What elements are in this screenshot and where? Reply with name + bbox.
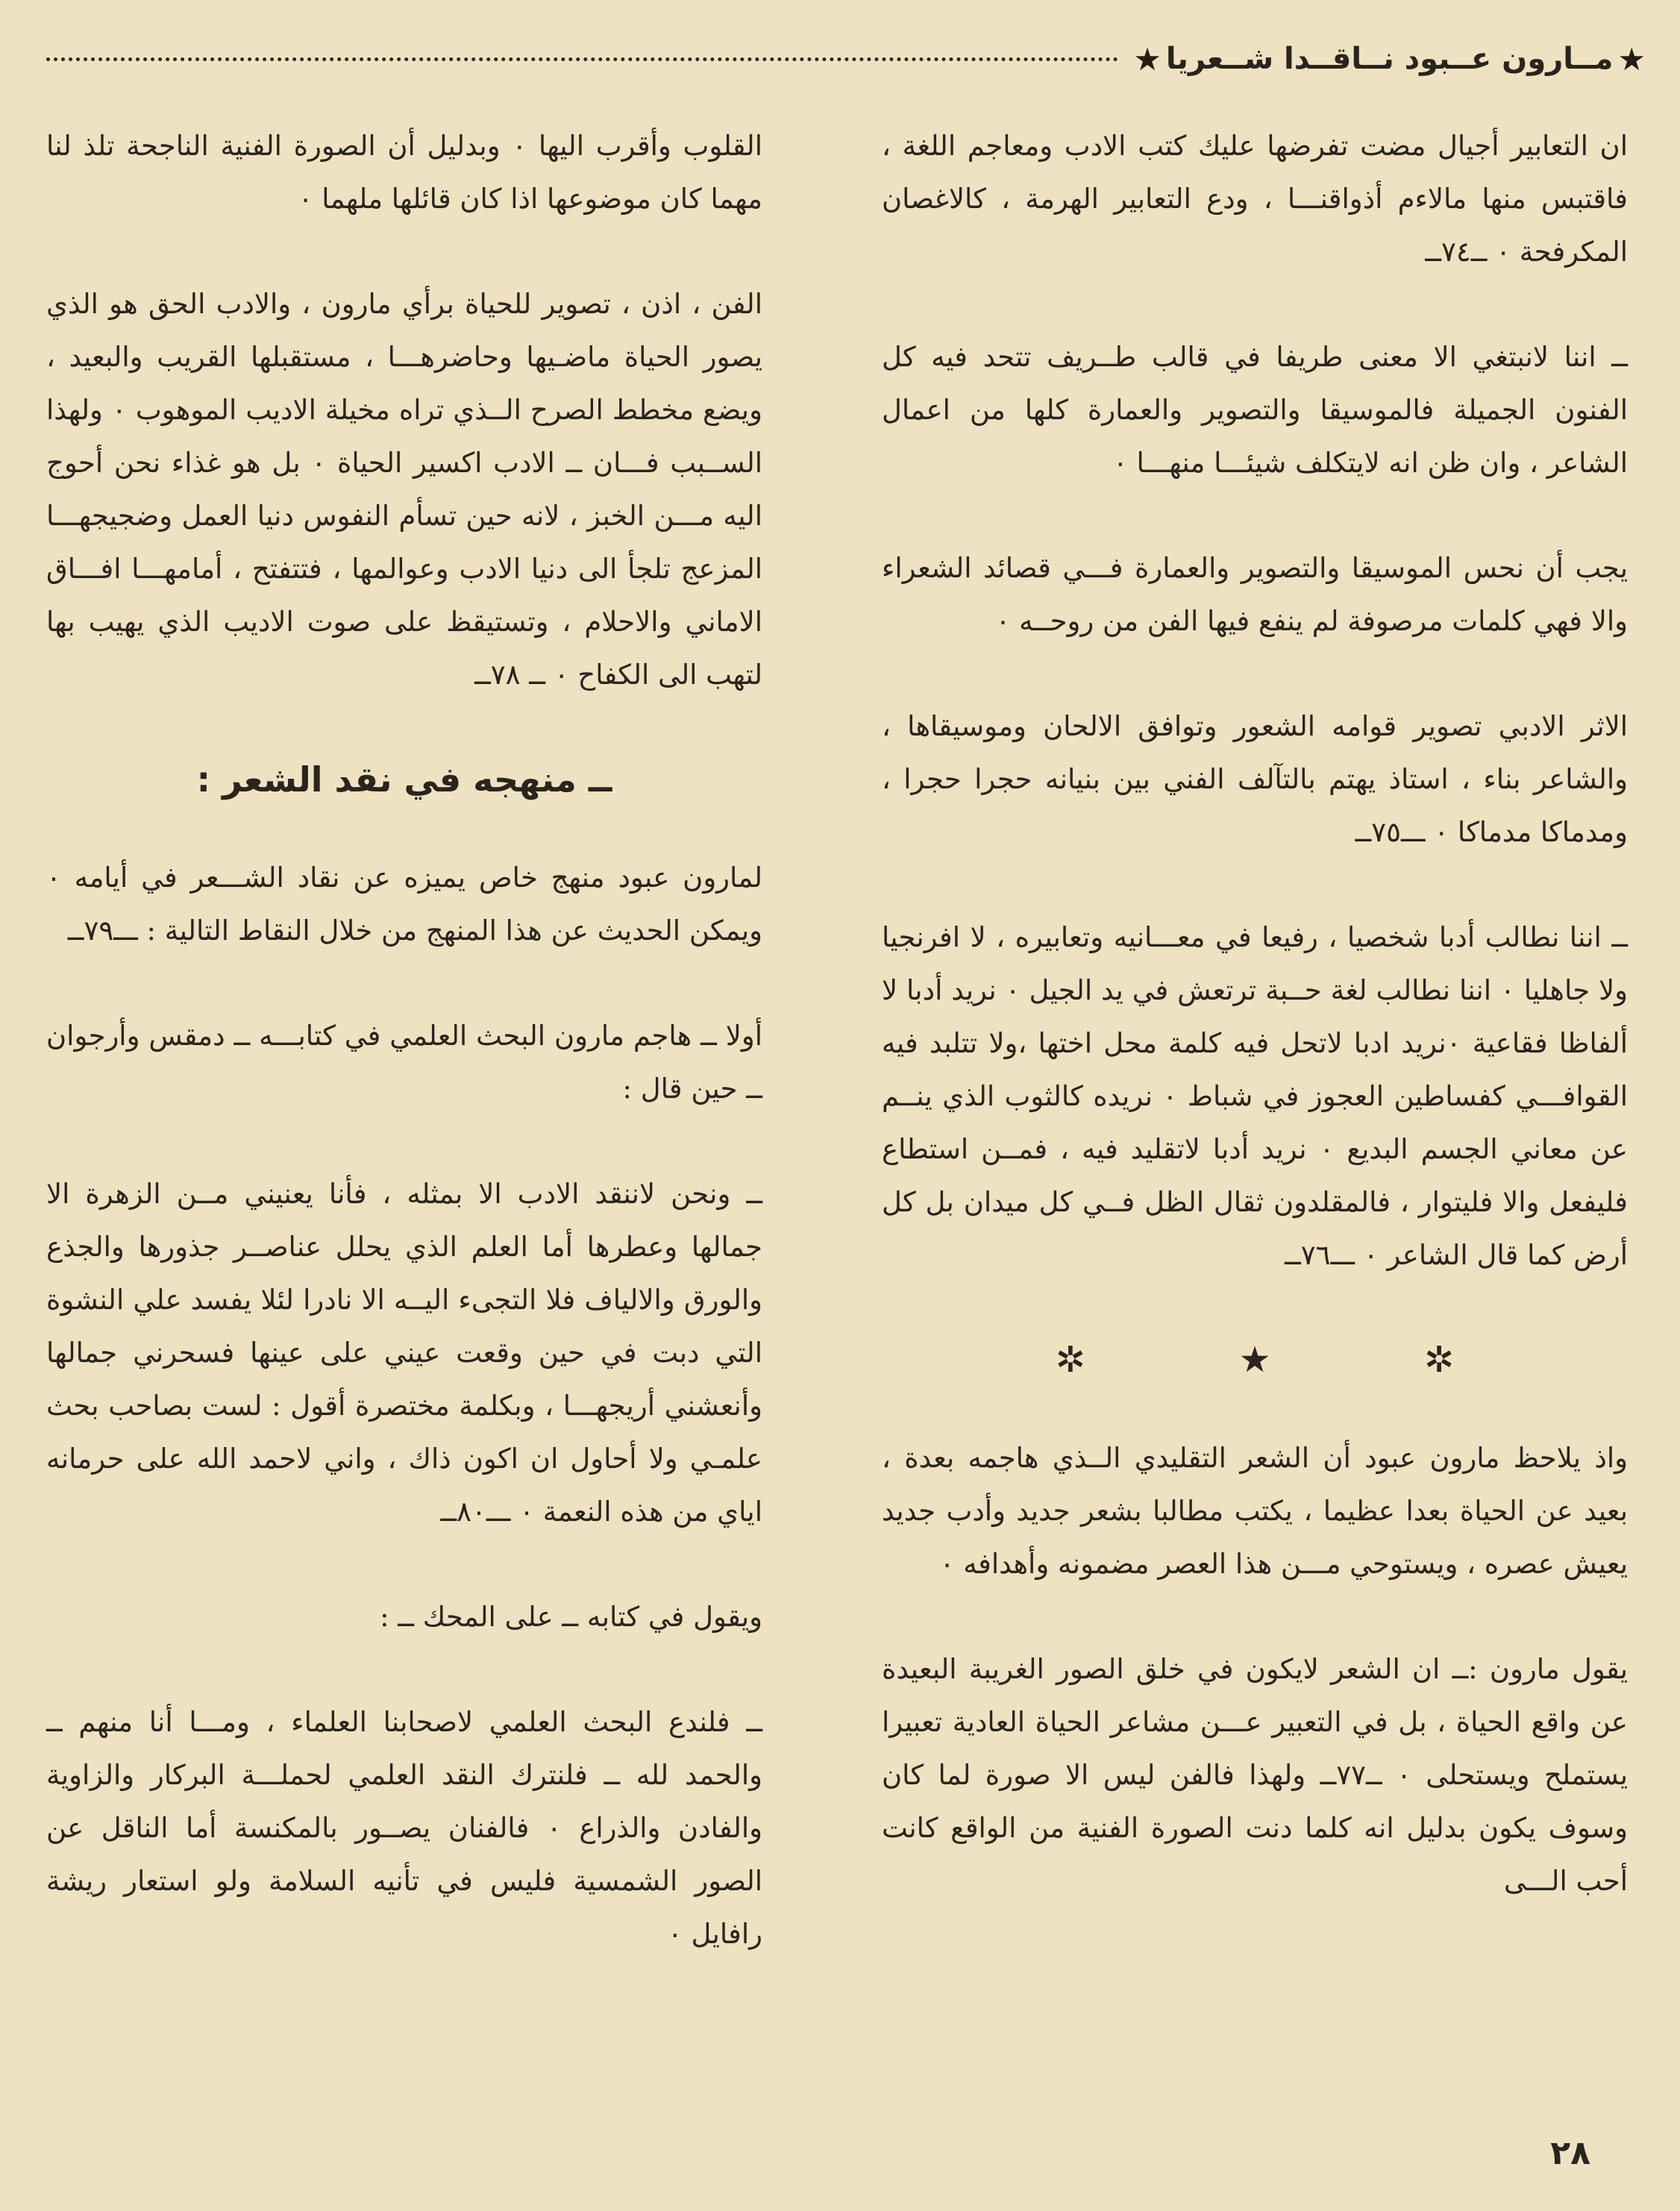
paragraph: الاثر الادبي تصوير قوامه الشعور وتوافق الالحان وموسيقاها ، والشاعر بناء ، استاذ يهتم بالتآلف الفني بين بنيانه حجرا حجرا ، ومدماكا مدماكا ٠ ـــ٧٥ــ: [882, 710, 1628, 848]
paragraph: الفن ، اذن ، تصوير للحياة برأي مارون ، والادب الحق هو الذي يصور الحياة ماضـيها وحاضرهـــا ، مستقبلها القريب والبعيد ، ويضع مخطط الصرح الــذي تراه مخيلة الاديب الموهوب ٠ ولهذا الســبب فـــان ــ الادب اكسير الحياة ٠ بل هو غذاء نحن أحوج اليه مـــن الخبز ، لانه حين تسأم النفوس دنيا العمل وضجيجهـــا المزعج تلجأ الى دنيا الادب وعوالمها ، فتتفتح ، أمامهـــا افـــاق الاماني والاحلام ، وتستيقظ على صوت الاديب الذي يهيب بها لتهب الى الكفاح ٠ ــ ٧٨ــ: [46, 288, 762, 691]
paragraph: ان التعابير أجيال مضت تفرضها عليك كتب الادب ومعاجم اللغة ، فاقتبس منها مالاءم أذواقنـــا ، ودع التعابير الهرمة ، كالاغصان المكرفحة ٠ ــ٧٤ــ: [882, 130, 1628, 268]
paragraph: يجب أن نحس الموسيقا والتصوير والعمارة فـــي قصائد الشعراء والا فهي كلمات مرصوفة لم ينفع فيها الفن من روحــه ٠: [882, 552, 1628, 637]
paragraph: ــ اننا نطالب أدبا شخصيا ، رفيعا في معـــانيه وتعابيره ، لا افرنجيا ولا جاهليا ٠ اننا نطالب لغة حــبة ترتعش في يد الجيل ٠ نريد أدبا لا ألفاظا فقاعية ٠نريد ادبا لاتحل فيه كلمة محل اختها ،ولا تتلبد فيه القوافـــي كفساطين العجوز في شباط ٠ نريده كالثوب الذي ينــم عن معاني الجسم البديع ٠ نريد أدبا لاتقليد فيه ، فمــن استطاع فليفعل والا فليتوار ، فالمقلدون ثقال الظل فــي كل ميدان بل كل أرض كما قال الشاعر ٠ ـــ٧٦ــ: [882, 921, 1628, 1271]
section-heading: ــ منهجه في نقد الشعر :: [196, 759, 612, 800]
asterisk-ornament-icon: ✲: [1424, 1339, 1455, 1381]
star-ornament-icon: ★: [1238, 1339, 1271, 1381]
page-number: ٢٨: [1550, 2134, 1590, 2172]
running-header: [46, 40, 1650, 78]
star-icon: ★: [1133, 40, 1162, 78]
paragraph: واذ يلاحظ مارون عبود أن الشعر التقليدي الــذي هاجمه بعدة ، بعيد عن الحياة بعدا عظيما ، يكتب مطالبا بشعر جديد وأدب جديد يعيش عصره ، ويستوحي مـــن هذا العصر مضمونه وأهدافه ٠: [882, 1442, 1628, 1580]
paragraph: يقول مارون :ــ ان الشعر لايكون في خلق الصور الغريبة البعيدة عن واقع الحياة ، بل في التعبير عـــن مشاعر الحياة العادية تعبيرا يستملح ويستحلى ٠ ــ٧٧ــ ولهذا فالفن ليس الا صورة لما كان وسوف يكون بدليل انه كلما دنت الصورة الفنية من الواقع كانت أحب الـــى: [882, 1653, 1628, 1897]
running-title: مــارون عــبود نــاقــدا شــعريا: [1165, 42, 1614, 76]
star-icon: ★: [1617, 40, 1646, 78]
paragraph: ويقول في كتابه ــ على المحك ــ :: [380, 1601, 762, 1633]
paragraph: لمارون عبود منهج خاص يميزه عن نقاد الشـــعر في أيامه ٠ ويمكن الحديث عن هذا المنهج من خلال النقاط التالية : ـــ٧٩ــ: [46, 862, 762, 947]
asterisk-ornament-icon: ✲: [1055, 1339, 1085, 1381]
quote-paragraph: ــ فلندع البحث العلمي لاصحابنا العلماء ، ومـــا أنا منهم ــ والحمد لله ــ فلنترك النقد العلمي لحملـــة البركار والزاوية والفادن والذراع ٠ فالفنان يصــور بالمكنسة أما الناقل عن الصور الشمسية فليس في تأنيه السلامة ولو استعار ريشة رافايل ٠: [46, 1706, 762, 1950]
right-column: [882, 119, 1628, 1960]
paragraph: أولا ــ هاجم مارون البحث العلمي في كتابـــه ــ دمقس وأرجوان ــ حين قال :: [46, 1020, 762, 1105]
section-divider: [979, 1334, 1531, 1387]
paragraph: ــ اننا لانبتغي الا معنى طريفا في قالب طــريف تتحد فيه كل الفنون الجميلة فالموسيقا والتصوير والعمارة كلها من اعمال الشاعر ، وان ظن انه لايتكلف شيئـــا منهـــا ٠: [882, 341, 1628, 479]
paragraph: القلوب وأقرب اليها ٠ وبدليل أن الصورة الفنية الناجحة تلذ لنا مهما كان موضوعها اذا كان قائلها ملهما ٠: [46, 130, 762, 215]
quote-paragraph: ــ ونحن لاننقد الادب الا بمثله ، فأنا يعنيني مــن الزهرة الا جمالها وعطرها أما العلم الذي يحلل عناصــر جذورها والجذع والورق والالياف فلا التجىء اليــه الا نادرا لئلا يفسد علي النشوة التي دبت في حين وقعت عيني على عينها فسحرني جمالها وأنعشني أريجهـــا ، وبكلمة مختصرة أقول : لست بصاحب بحث علمـي ولا أحاول ان اكون ذاك ، واني لاحمد الله على حرمانه اياي من هذه النعمة ٠ ـــ٨٠ــ: [46, 1178, 762, 1528]
header-dotted-rule: [46, 57, 1118, 61]
left-column: [46, 119, 762, 2013]
